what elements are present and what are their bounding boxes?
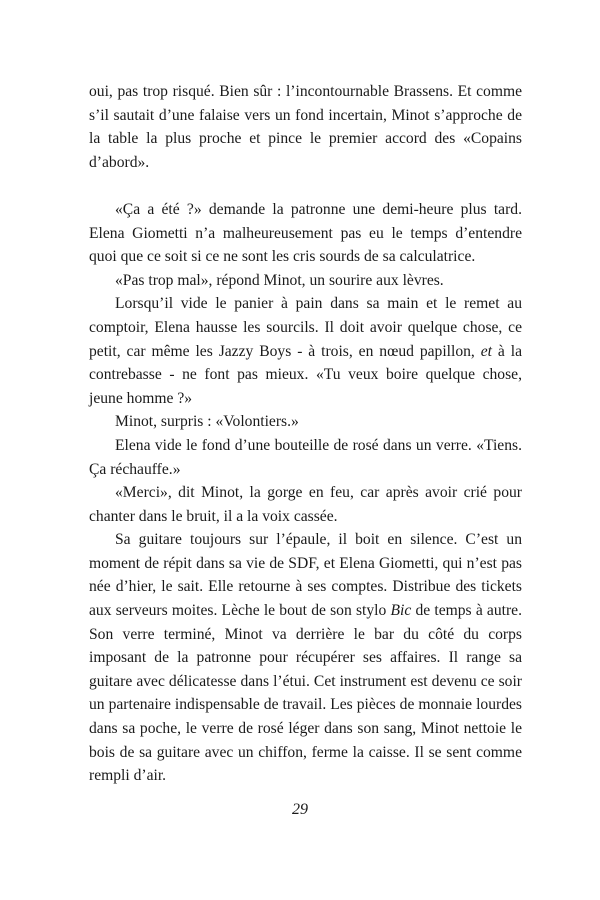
text-span: Lorsqu’il vide le panier à pain dans sa main et le remet au comptoir, Elena hausse les sourcils. Il doit avoir quelque chose, ce petit, car même les Jazzy Boys - à trois, en nœud papillon, bbox=[89, 295, 522, 360]
paragraph: Minot, surpris : «Volontiers.» bbox=[115, 413, 299, 431]
body-text bbox=[89, 80, 522, 788]
paragraph: «Ça a été ?» demande la patronne une demi-heure plus tard. Elena Giometti n’a malheureusement pas eu le temps d’entendre quoi que ce soit si ce ne sont les cris sourds de sa calculatrice. bbox=[89, 200, 522, 266]
text-span: Sa guitare toujours sur l’épaule, il boit en silence. C’est un moment de répit dans sa vie de SDF, et Elena Giometti, qui n’est pas née d’hier, le sait. Elle retourne à ses comptes. Distribue des tickets aux serveurs moites. Lèche le bout de son stylo bbox=[89, 531, 522, 620]
text-span: à la contrebasse - ne font pas mieux. «Tu veux boire quelque chose, jeune homme ?» bbox=[89, 342, 523, 407]
italic-word: Bic bbox=[390, 602, 412, 620]
paragraph: «Pas trop mal», répond Minot, un sourire aux lèvres. bbox=[115, 271, 444, 289]
text-span: de temps à autre. Son verre terminé, Minot va derrière le bar du côté du corps imposant de la patronne pour récupérer ses affaires. Il range sa guitare avec délicatesse dans l’étui. Cet instrument est devenu ce soir un partenaire indispensable de travail. Les pièces de monnaie lourdes dans sa poche, le verre de rosé léger dans son sang, Minot nettoie le bois de sa guitare avec un chiffon, ferme la caisse. Il se sent comme rempli d’air. bbox=[89, 602, 522, 785]
paragraph: Elena vide le fond d’une bouteille de rosé dans un verre. «Tiens. Ça réchauffe.» bbox=[89, 436, 522, 478]
paragraph bbox=[89, 528, 522, 788]
page-number: 29 bbox=[292, 801, 308, 818]
paragraph bbox=[89, 292, 522, 410]
italic-word: et bbox=[480, 342, 493, 360]
paragraph: «Merci», dit Minot, la gorge en feu, car après avoir crié pour chanter dans le bruit, il a la voix cassée. bbox=[89, 484, 522, 525]
paragraph-continuation: oui, pas trop risqué. Bien sûr : l’incontournable Brassens. Et comme s’il sautait d’une falaise vers un fond incertain, Minot s’approche de la table la plus proche et pince le premier accord des «Copains d’abord». bbox=[89, 83, 522, 171]
